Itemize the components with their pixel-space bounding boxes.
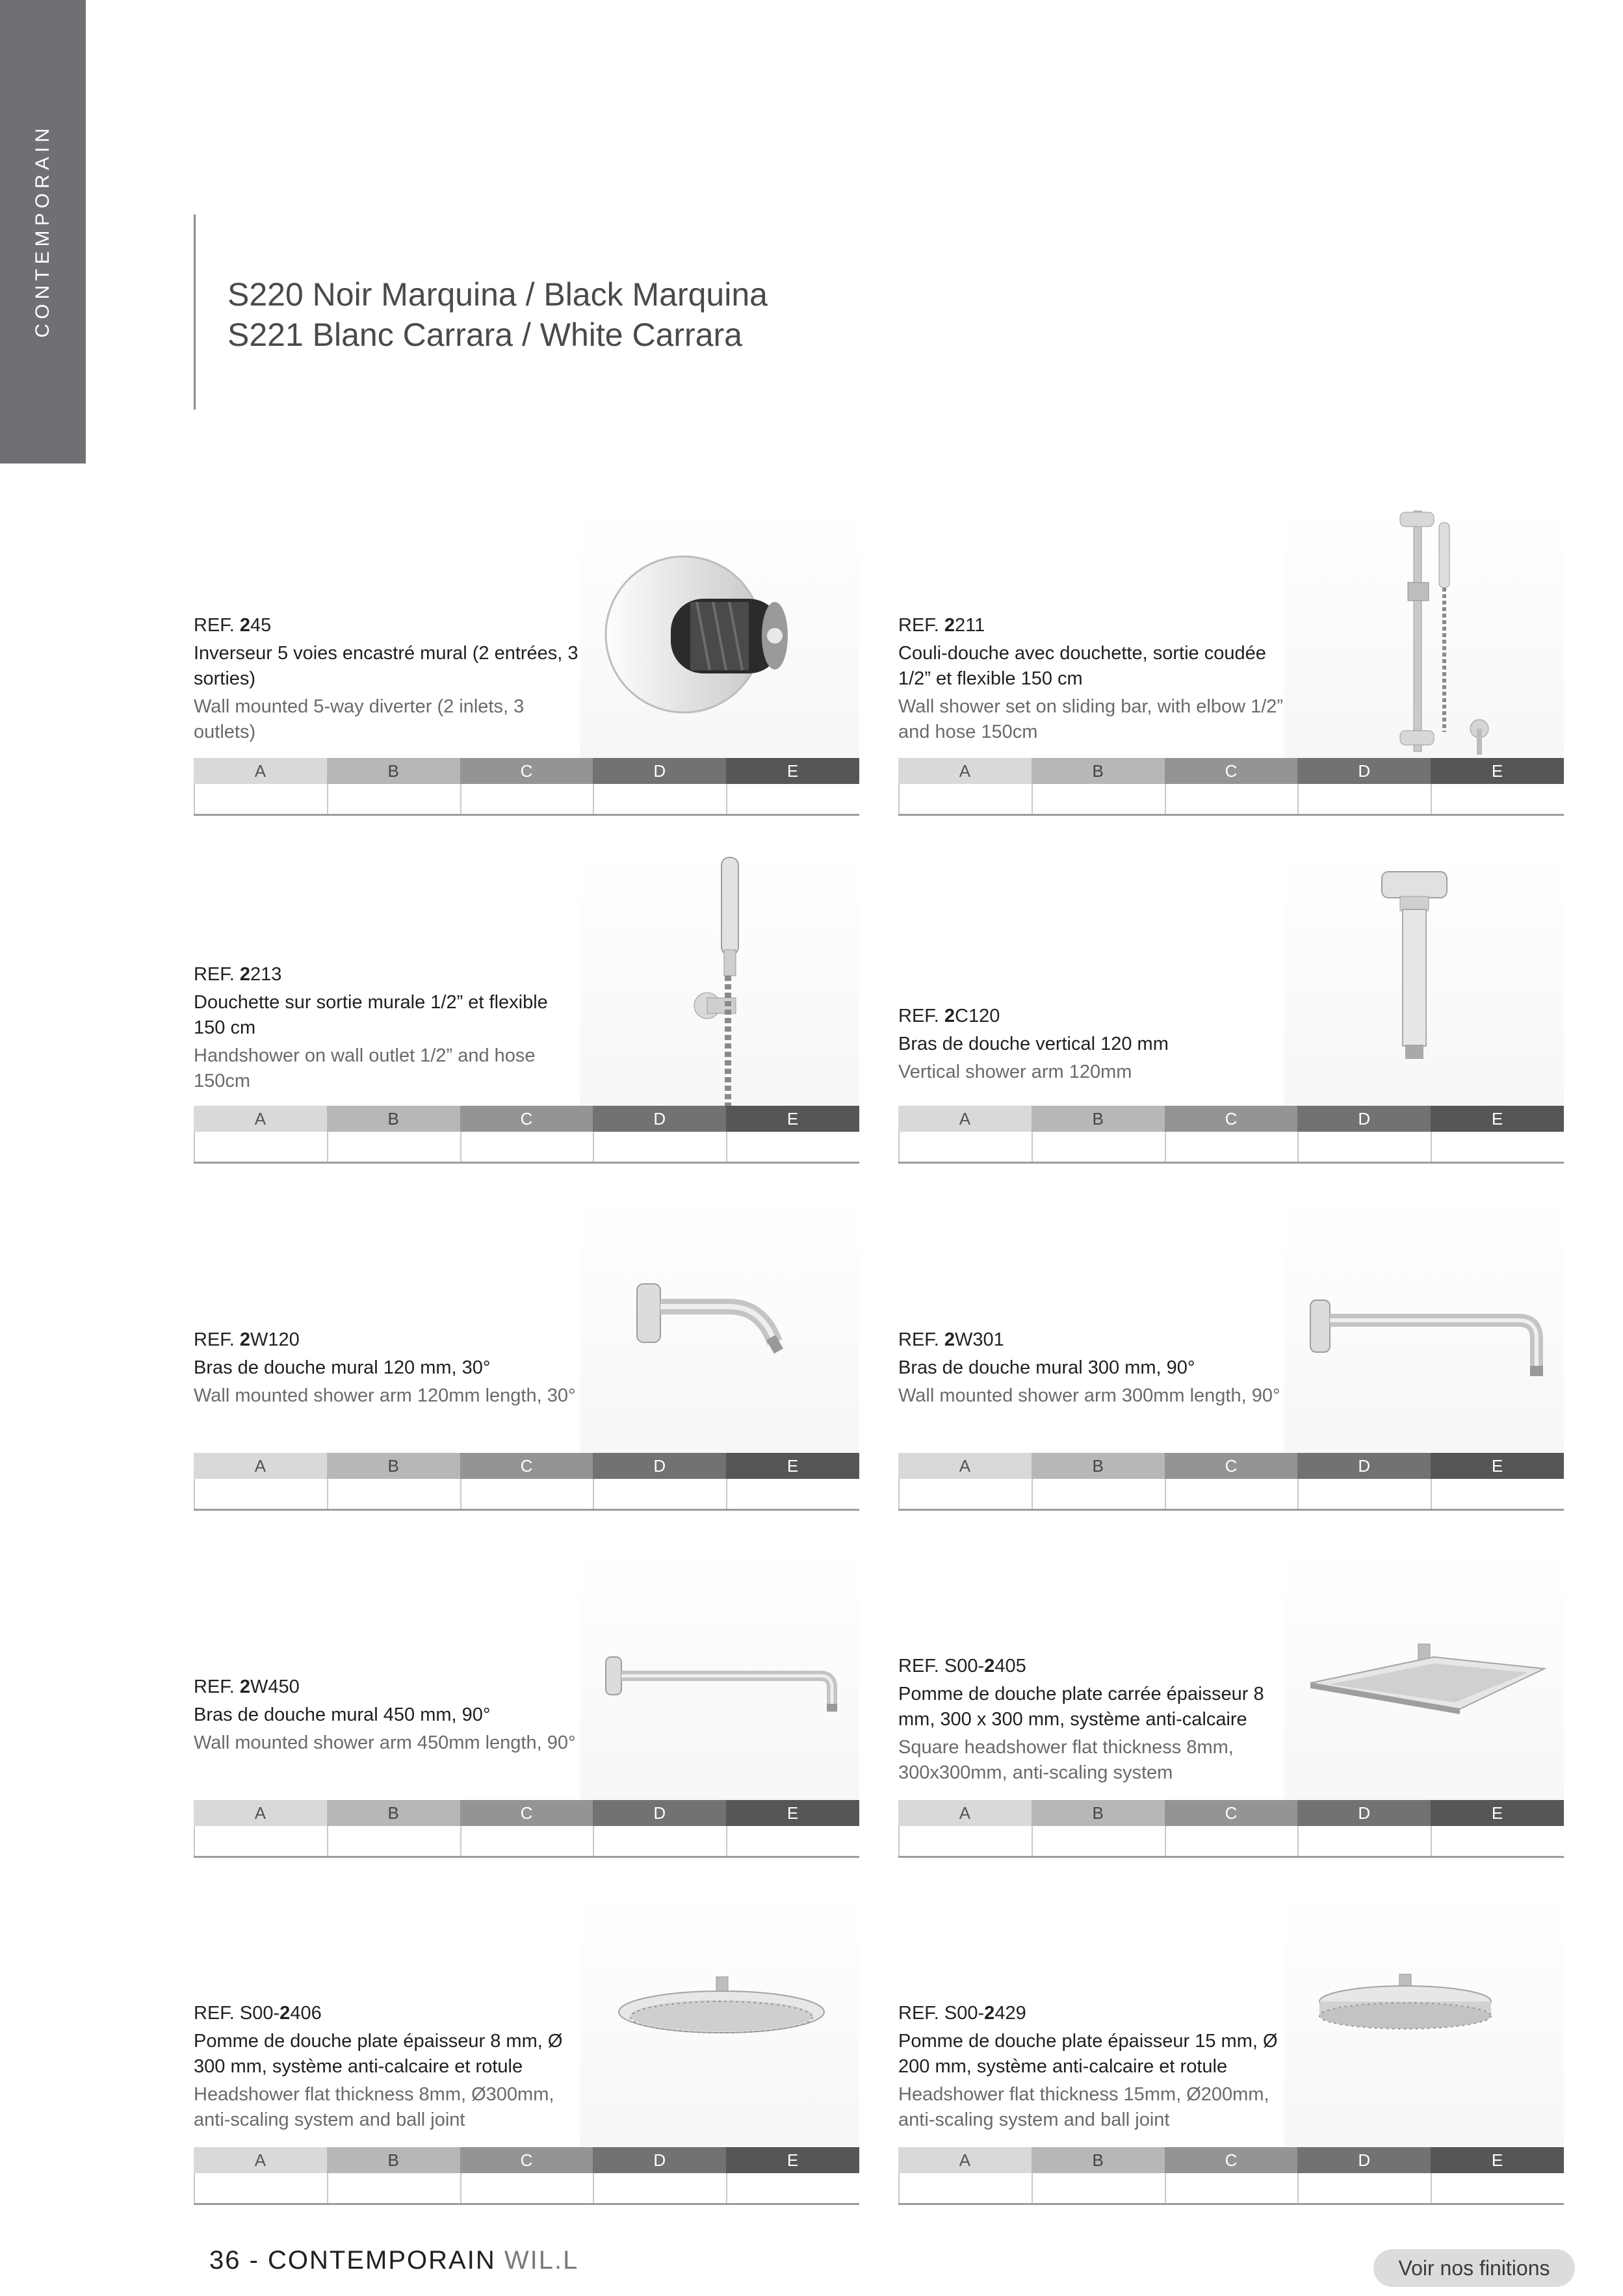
finish-col-c: C [460,1453,593,1479]
product-description-fr: Bras de douche mural 300 mm, 90° [898,1357,1195,1378]
finish-col-d: D [1297,1800,1431,1826]
finish-col-d: D [1297,2147,1431,2173]
finish-col-a: A [898,1106,1032,1132]
product-ref: REF. 2C120 [898,1006,1000,1026]
finish-col-d: D [1297,758,1431,784]
finish-table [898,1106,1564,1164]
header-divider [194,215,196,410]
product-description-en: Wall mounted shower arm 300mm length, 90° [898,1385,1280,1406]
product-image-diverter [580,504,859,758]
finish-col-a: A [194,2147,327,2173]
finish-col-b: B [1032,1800,1165,1826]
product-ref: REF. 2W450 [194,1676,300,1697]
product-description-en: Headshower flat thickness 8mm, Ø300mm, anti-scaling system and ball joint [194,2084,554,2130]
product-description-en: Square headshower flat thickness 8mm, 300x300mm, anti-scaling system [898,1737,1234,1783]
product-image-square-headshower [1284,1546,1564,1800]
finish-table [194,758,859,816]
finish-col-e: E [726,1106,859,1132]
product-card [898,1546,1564,1859]
page-number-label: 36 - CONTEMPORAIN [209,2246,496,2275]
finish-col-a: A [194,758,327,784]
product-image-wall-arm-120 [580,1199,859,1453]
finish-table [898,2147,1564,2205]
finish-col-a: A [898,758,1032,784]
product-description-en: Wall mounted shower arm 120mm length, 30° [194,1385,576,1406]
finish-col-b: B [1032,758,1165,784]
finish-col-d: D [593,758,726,784]
product-description-en: Vertical shower arm 120mm [898,1062,1132,1082]
finish-col-b: B [327,758,460,784]
product-image-handshower [580,852,859,1106]
finish-col-c: C [1165,1800,1298,1826]
finish-col-e: E [726,1453,859,1479]
product-image-round-headshower-200 [1284,1894,1564,2147]
finish-col-c: C [460,758,593,784]
product-description-fr: Couli-douche avec douchette, sortie coudée 1/2” et flexible 150 cm [898,643,1266,689]
finish-col-e: E [1431,1453,1564,1479]
product-image-wall-arm-450 [580,1546,859,1800]
finish-col-c: C [1165,1453,1298,1479]
finish-col-b: B [327,1453,460,1479]
product-description-en: Handshower on wall outlet 1/2” and hose 150cm [194,1045,536,1091]
collection-title-line-2: S221 Blanc Carrara / White Carrara [227,317,742,353]
product-description-en: Wall mounted shower arm 450mm length, 90° [194,1732,576,1753]
product-image-wall-arm-300 [1284,1199,1564,1453]
product-description-en: Headshower flat thickness 15mm, Ø200mm, anti-scaling system and ball joint [898,2084,1269,2130]
product-description-fr: Pomme de douche plate épaisseur 8 mm, Ø 300 mm, système anti-calcaire et rotule [194,2031,563,2077]
finish-table [898,1800,1564,1858]
finish-col-c: C [460,2147,593,2173]
finish-col-a: A [194,1106,327,1132]
finish-col-e: E [1431,1106,1564,1132]
product-card [898,852,1564,1164]
finish-table [898,1453,1564,1511]
product-card [898,504,1564,816]
finish-col-c: C [1165,1106,1298,1132]
finish-col-b: B [327,1106,460,1132]
product-description-fr: Bras de douche mural 120 mm, 30° [194,1357,491,1378]
finish-table [194,1453,859,1511]
product-ref: REF. S00-2405 [898,1656,1026,1676]
finish-col-e: E [1431,2147,1564,2173]
finish-col-a: A [194,1800,327,1826]
product-card [194,504,859,816]
finish-table [194,1106,859,1164]
finish-col-e: E [1431,1800,1564,1826]
finish-table [194,1800,859,1858]
finish-col-b: B [327,2147,460,2173]
section-tab-label: CONTEMPORAIN [32,124,53,338]
collection-title [227,274,768,355]
product-ref: REF. S00-2406 [194,2003,322,2024]
product-card [194,1546,859,1859]
product-ref: REF. 2W120 [194,1329,300,1350]
product-card [194,1199,859,1511]
finish-col-c: C [460,1800,593,1826]
product-ref: REF. 2211 [898,615,985,636]
finish-col-b: B [1032,1106,1165,1132]
finish-col-d: D [593,1453,726,1479]
brand-name: WIL.L [504,2246,579,2275]
product-description-fr: Bras de douche vertical 120 mm [898,1034,1169,1054]
finish-table [194,2147,859,2205]
finish-col-e: E [726,1800,859,1826]
finish-col-c: C [1165,2147,1298,2173]
product-card [898,1199,1564,1511]
product-image-round-headshower-300 [580,1894,859,2147]
product-description-en: Wall mounted 5-way diverter (2 inlets, 3 outlets) [194,696,525,742]
finish-col-b: B [1032,2147,1165,2173]
section-tab [0,0,86,463]
product-ref: REF. S00-2429 [898,2003,1026,2024]
product-description-fr: Inverseur 5 voies encastré mural (2 entrées, 3 sorties) [194,643,578,689]
finish-col-a: A [898,2147,1032,2173]
product-description-fr: Douchette sur sortie murale 1/2” et flexible 150 cm [194,992,548,1038]
finish-col-e: E [726,758,859,784]
finish-col-d: D [1297,1453,1431,1479]
finish-col-d: D [593,1106,726,1132]
finish-col-a: A [898,1453,1032,1479]
finish-col-d: D [593,1800,726,1826]
product-ref: REF. 2W301 [898,1329,1004,1350]
finish-col-a: A [194,1453,327,1479]
finish-col-e: E [726,2147,859,2173]
product-description-fr: Pomme de douche plate épaisseur 15 mm, Ø 200 mm, système anti-calcaire et rotule [898,2031,1278,2077]
finish-col-d: D [593,2147,726,2173]
finish-col-d: D [1297,1106,1431,1132]
product-card [194,852,859,1164]
finish-col-e: E [1431,758,1564,784]
finish-col-b: B [1032,1453,1165,1479]
product-ref: REF. 2213 [194,964,282,985]
product-description-fr: Bras de douche mural 450 mm, 90° [194,1704,491,1725]
finish-col-c: C [1165,758,1298,784]
product-ref: REF. 245 [194,615,272,636]
page-footer [209,2246,578,2275]
view-finishes-button[interactable]: Voir nos finitions [1373,2249,1575,2287]
product-description-en: Wall shower set on sliding bar, with elbow 1/2” and hose 150cm [898,696,1284,742]
product-image-sliding-bar-set [1284,504,1564,758]
finish-table [898,758,1564,816]
finish-col-c: C [460,1106,593,1132]
product-card [898,1894,1564,2206]
finish-col-a: A [898,1800,1032,1826]
product-image-ceiling-arm [1284,852,1564,1106]
product-card [194,1894,859,2206]
finish-col-b: B [327,1800,460,1826]
collection-title-line-1: S220 Noir Marquina / Black Marquina [227,276,768,313]
product-description-fr: Pomme de douche plate carrée épaisseur 8 mm, 300 x 300 mm, système anti-calcaire [898,1684,1264,1730]
